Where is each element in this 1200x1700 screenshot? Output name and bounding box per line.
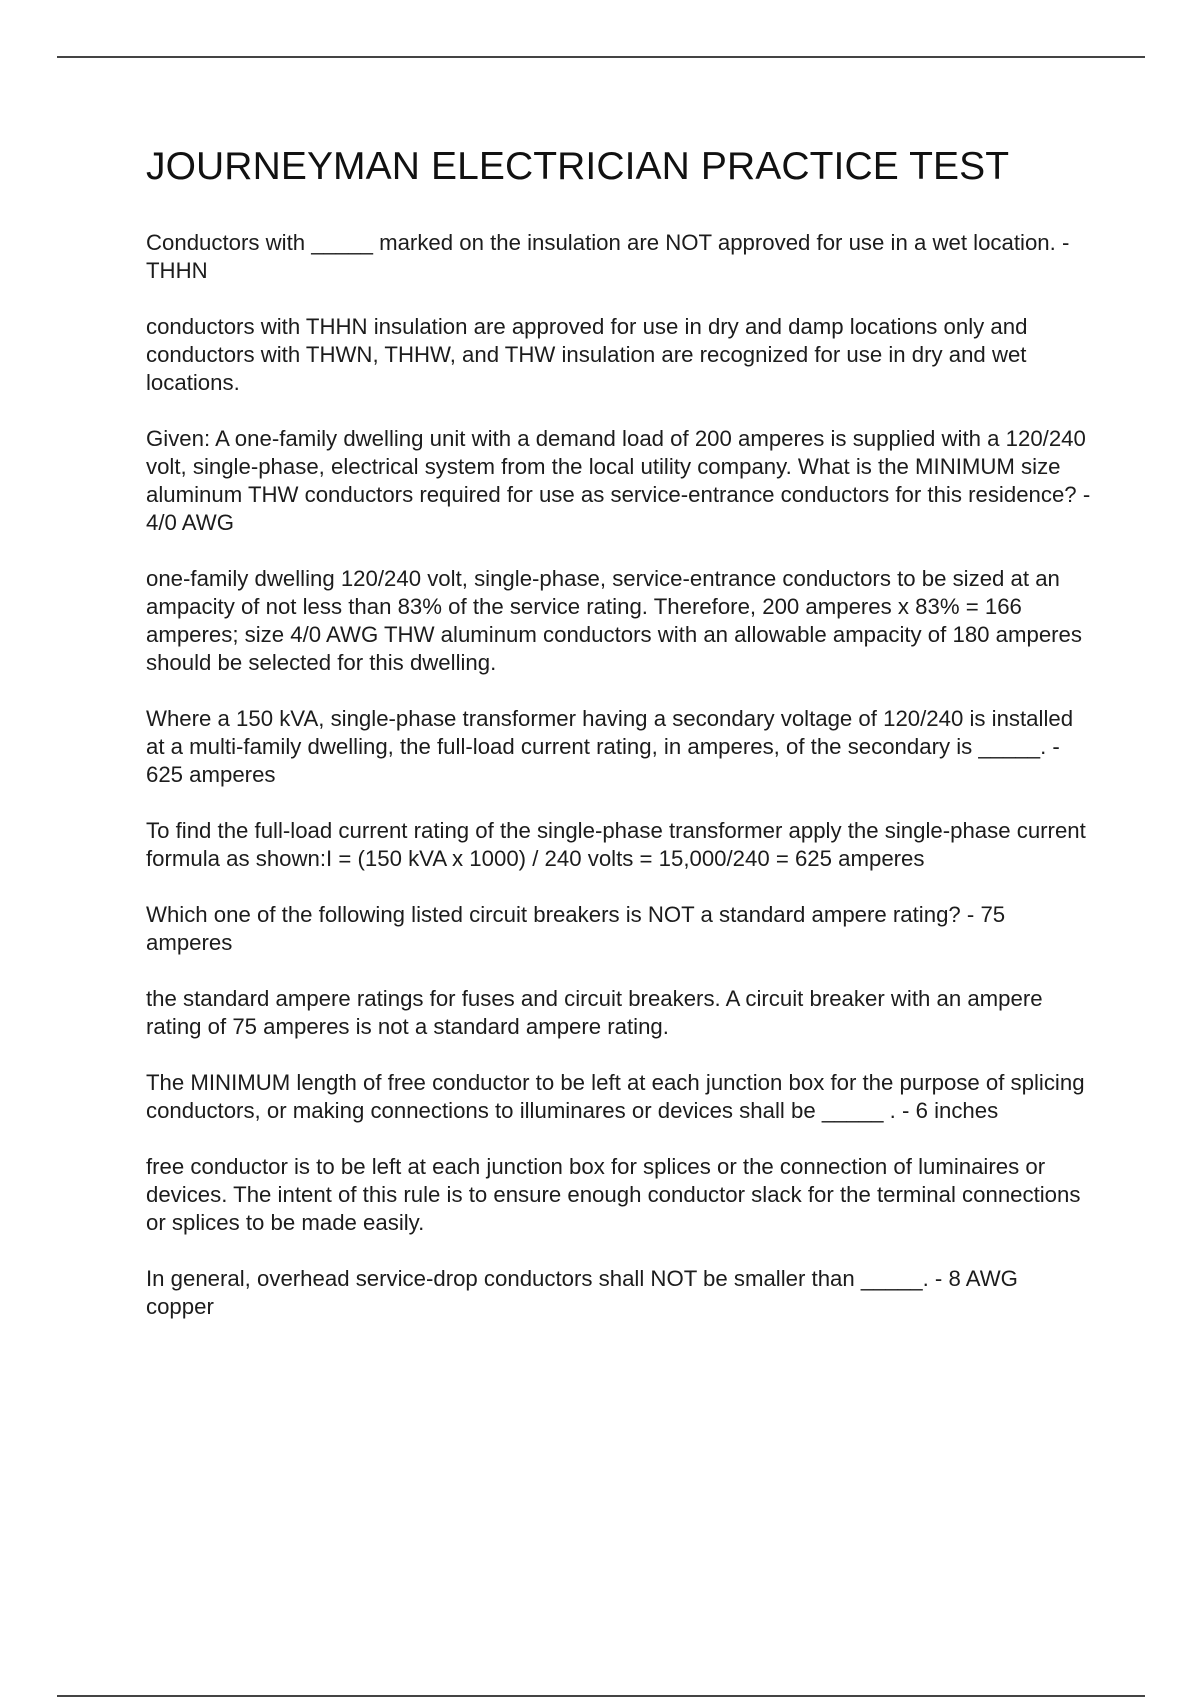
explanation-transformer-current: To find the full-load current rating of the single-phase transformer apply the single-phase current formula as shown:I = (150 kVA x 1000) / 240 volts = 15,000/240 = 625 amperes (146, 818, 1086, 871)
question-thhn-wet-location: Conductors with _____ marked on the insulation are NOT approved for use in a wet location. - THHN (146, 230, 1070, 283)
explanation-service-entrance-size: one-family dwelling 120/240 volt, single-phase, service-entrance conductors to be sized at an ampacity of not less than 83% of the service rating. Therefore, 200 amperes x 83% = 166 amperes; size 4/0 AWG THW aluminum conductors with an allowable ampacity of 180 amperes should be selected for this dwelling. (146, 566, 1082, 675)
question-breaker-rating: Which one of the following listed circuit breakers is NOT a standard ampere rating? - 75 amperes (146, 902, 1006, 955)
page-header-rule (57, 56, 1145, 58)
question-free-conductor-length: The MINIMUM length of free conductor to be left at each junction box for the purpose of splicing conductors, or making connections to illuminares or devices shall be _____ . - 6 inches (146, 1070, 1085, 1123)
question-service-entrance-size: Given: A one-family dwelling unit with a demand load of 200 amperes is supplied with a 120/240 volt, single-phase, electrical system from the local utility company. What is the MINIMUM size aluminum THW conductors required for use as service-entrance conductors for this residence? - 4/0 AWG (146, 426, 1091, 535)
explanation-breaker-rating: the standard ampere ratings for fuses and circuit breakers. A circuit breaker with an ampere rating of 75 amperes is not a standard ampere rating. (146, 986, 1043, 1039)
document-title: JOURNEYMAN ELECTRICIAN PRACTICE TEST (146, 145, 1010, 188)
question-service-drop-size: In general, overhead service-drop conductors shall NOT be smaller than _____. - 8 AWG copper (146, 1266, 1018, 1319)
page-footer-rule (57, 1695, 1145, 1697)
explanation-free-conductor-length: free conductor is to be left at each junction box for splices or the connection of luminaires or devices. The intent of this rule is to ensure enough conductor slack for the terminal connections or splices to be made easily. (146, 1154, 1081, 1235)
explanation-thhn-insulation: conductors with THHN insulation are approved for use in dry and damp locations only and conductors with THWN, THHW, and THW insulation are recognized for use in dry and wet locations. (146, 314, 1028, 395)
question-transformer-current: Where a 150 kVA, single-phase transformer having a secondary voltage of 120/240 is installed at a multi-family dwelling, the full-load current rating, in amperes, of the secondary is _____. - 625 amperes (146, 706, 1074, 787)
document-body (146, 143, 1091, 1349)
